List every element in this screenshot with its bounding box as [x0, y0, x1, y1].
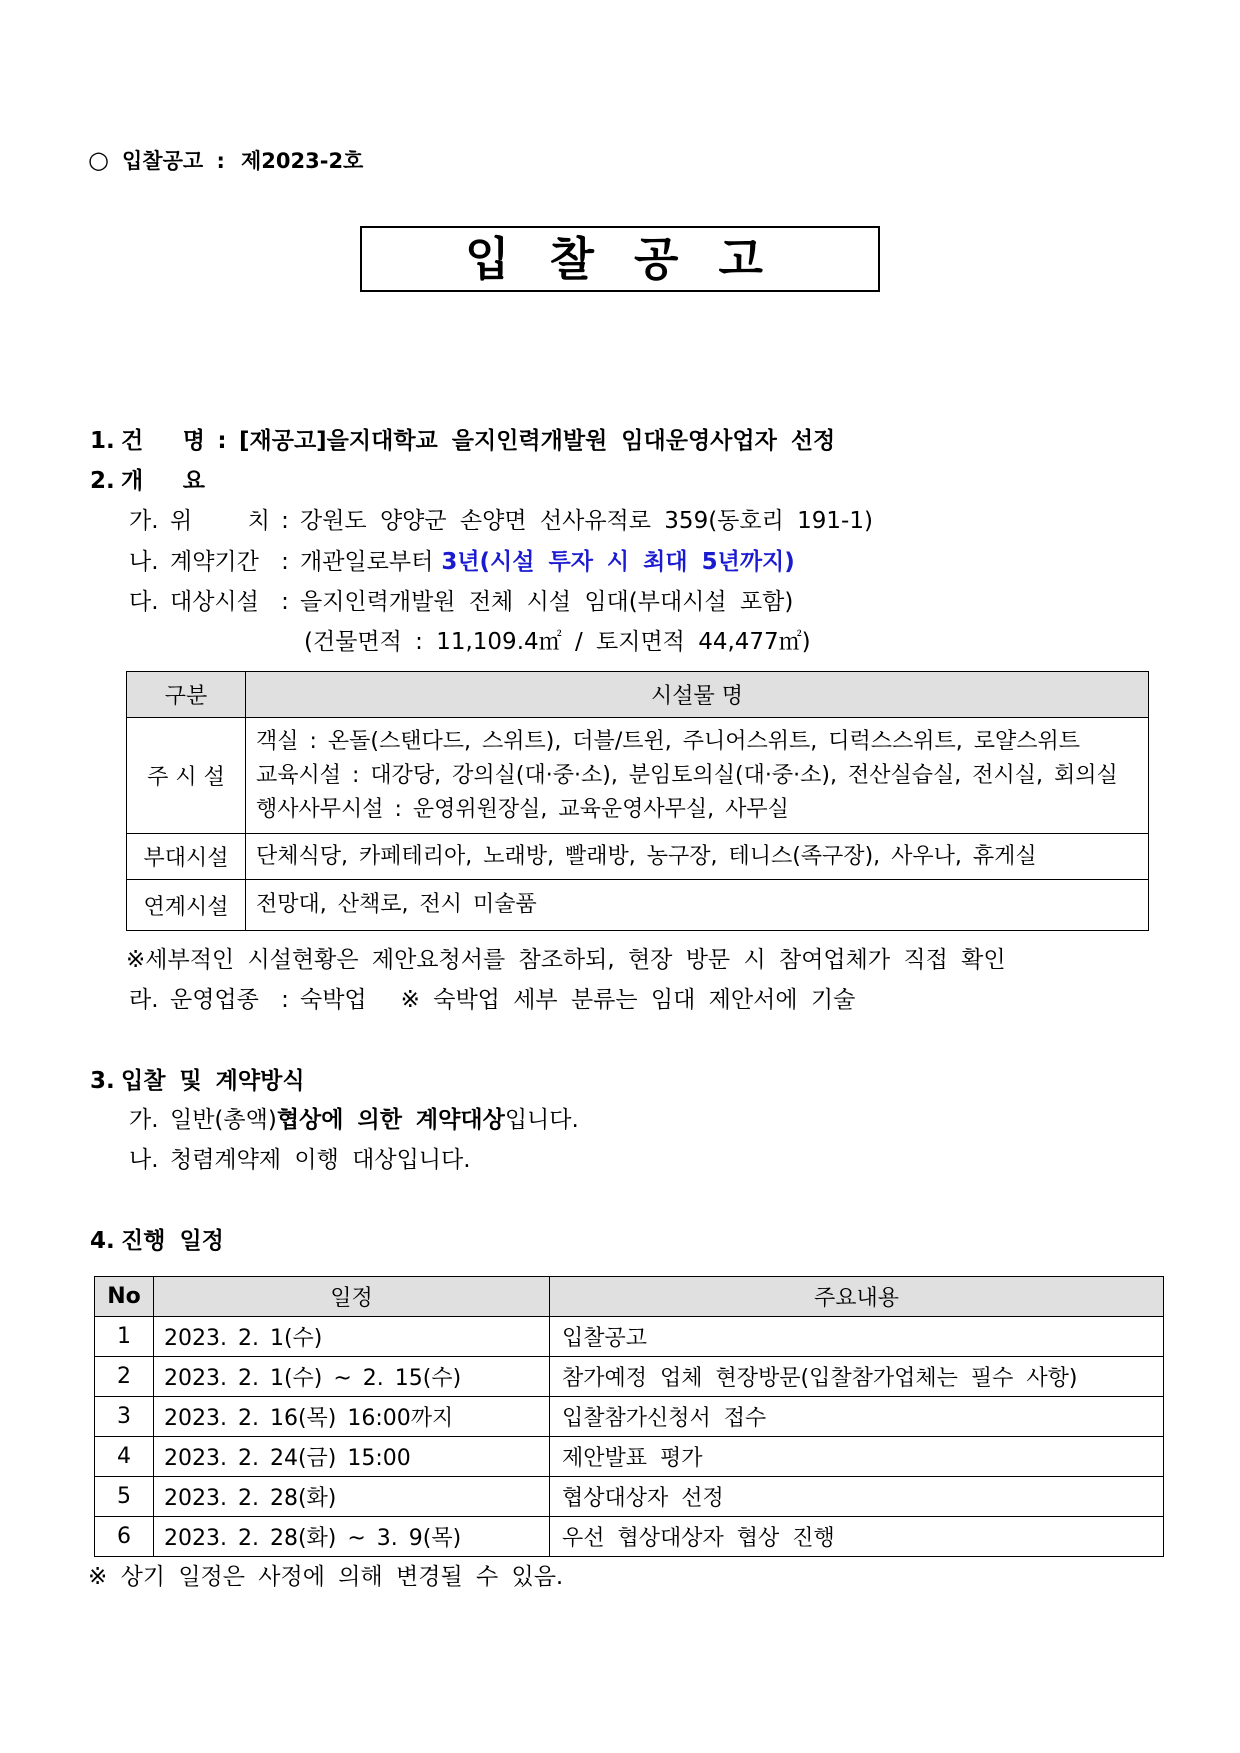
facility-items-auxiliary: [246, 834, 1149, 880]
facility-label: 대상시설: [170, 589, 259, 615]
facility-value: 을지인력개발원 전체 시설 임대(부대시설 포함): [300, 589, 794, 615]
business-note: ※ 숙박업 세부 분류는 임대 제안서에 기술: [400, 987, 856, 1013]
facility-category-main: 주 시 설: [127, 718, 246, 834]
schedule-header-content: 주요내용: [550, 1277, 1164, 1317]
schedule-content: 제안발표 평가: [550, 1437, 1164, 1477]
schedule-content: 입찰공고: [550, 1317, 1164, 1357]
location-colon: :: [281, 508, 289, 534]
section-2-number: 2.: [90, 468, 115, 494]
notice-number: 제2023-2호: [241, 149, 364, 173]
schedule-no: 4: [95, 1437, 154, 1477]
schedule-footnote-text: ※ 상기 일정은 사정에 의해 변경될 수 있음.: [88, 1564, 564, 1590]
schedule-header-row: [95, 1277, 1164, 1317]
schedule-no: 1: [95, 1317, 154, 1357]
section-2-heading: [90, 461, 205, 501]
facility-items-main: [246, 718, 1149, 834]
facility-item-office: 행사사무시설 : 운영위원장실, 교육운영사무실, 사무실: [256, 796, 789, 822]
section-3-label: 입찰 및 계약방식: [121, 1068, 305, 1094]
facility-item-education: 교육시설 : 대강당, 강의실(대·중·소), 분임토의실(대·중·소), 전산실습실, 전시실, 회의실: [256, 762, 1118, 788]
facility-note-text: ※세부적인 시설현황은 제안요청서를 참조하되, 현장 방문 시 참여업체가 직접 확인: [126, 947, 1006, 973]
table-row: [95, 1477, 1164, 1517]
schedule-date: 2023. 2. 1(수) ~ 2. 15(수): [154, 1357, 550, 1397]
facility-category-auxiliary: 부대시설: [127, 834, 246, 880]
schedule-header-no: No: [95, 1277, 154, 1317]
schedule-date: 2023. 2. 24(금) 15:00: [154, 1437, 550, 1477]
schedule-footnote: [88, 1560, 563, 1594]
table-row: [95, 1517, 1164, 1557]
item-marker: 나.: [129, 1147, 159, 1173]
schedule-header-date: 일정: [154, 1277, 550, 1317]
section-3-heading: [90, 1061, 305, 1101]
contract-method-b: [129, 1140, 471, 1180]
location-label: 위 치: [170, 508, 270, 534]
table-row: [95, 1317, 1164, 1357]
schedule-date: 2023. 2. 28(화): [154, 1477, 550, 1517]
facility-row-auxiliary: [127, 834, 1149, 880]
period-colon: :: [281, 549, 289, 575]
schedule-content: 우선 협상대상자 협상 진행: [550, 1517, 1164, 1557]
period-highlight: 3년(시설 투자 시 최대 5년까지): [441, 549, 795, 575]
section-1-number: 1.: [90, 428, 115, 454]
schedule-date: 2023. 2. 28(화) ~ 3. 9(목): [154, 1517, 550, 1557]
facility-header-category: 구분: [127, 672, 246, 718]
facility-row-main: [127, 718, 1149, 834]
table-row: [95, 1357, 1164, 1397]
business-colon: :: [281, 987, 289, 1013]
table-row: [95, 1437, 1164, 1477]
facility-header-name: 시설물 명: [246, 672, 1149, 718]
contract-method-a: [129, 1100, 579, 1140]
notice-label: 입찰공고 :: [122, 149, 225, 173]
section-1-project-name: [90, 421, 835, 461]
item-marker: 가.: [129, 508, 159, 534]
section-2-label: 개 요: [121, 468, 205, 494]
facility-item-linked: 전망대, 산책로, 전시 미술품: [256, 892, 537, 917]
facility-area-text: (건물면적 : 11,109.4㎡ / 토지면적 44,477㎡): [304, 629, 811, 655]
overview-location: [129, 501, 873, 541]
schedule-no: 2: [95, 1357, 154, 1397]
facility-category-linked: 연계시설: [127, 880, 246, 931]
section-4-heading: [90, 1221, 224, 1261]
schedule-no: 6: [95, 1517, 154, 1557]
section-3-number: 3.: [90, 1068, 115, 1094]
item-marker: 가.: [129, 1107, 159, 1133]
contract-method-suffix: 입니다.: [504, 1107, 579, 1133]
facility-table: [126, 671, 1149, 931]
schedule-content: 협상대상자 선정: [550, 1477, 1164, 1517]
contract-method-bold: 협상에 의한 계약대상: [276, 1107, 505, 1133]
business-value: 숙박업: [300, 987, 367, 1013]
facility-item-auxiliary: 단체식당, 카페테리아, 노래방, 빨래방, 농구장, 테니스(족구장), 사우나, 휴게실: [256, 843, 1037, 869]
facility-item-rooms: 객실 : 온돌(스탠다드, 스위트), 더블/트윈, 주니어스위트, 디럭스스위트, 로얄스위트: [256, 728, 1080, 754]
section-1-label: 건 명: [121, 428, 205, 454]
schedule-date: 2023. 2. 16(목) 16:00까지: [154, 1397, 550, 1437]
overview-contract-period: [129, 542, 795, 582]
schedule-date: 2023. 2. 1(수): [154, 1317, 550, 1357]
table-row: [95, 1397, 1164, 1437]
contract-method-prefix: 일반(총액): [170, 1107, 277, 1133]
schedule-no: 3: [95, 1397, 154, 1437]
facility-note: [126, 940, 1006, 980]
schedule-table: [94, 1276, 1164, 1557]
facility-items-linked: [246, 880, 1149, 931]
title-box: [360, 226, 880, 292]
period-label: 계약기간: [170, 549, 259, 575]
item-marker: 다.: [129, 589, 159, 615]
section-4-label: 진행 일정: [121, 1228, 224, 1254]
section-1-colon: :: [217, 428, 227, 454]
overview-business-type: [129, 980, 855, 1020]
schedule-content: 참가예정 업체 현장방문(입찰참가업체는 필수 사항): [550, 1357, 1164, 1397]
circle-bullet-icon: ○: [88, 146, 109, 174]
integrity-contract-text: 청렴계약제 이행 대상입니다.: [170, 1147, 471, 1173]
section-4-number: 4.: [90, 1228, 115, 1254]
item-marker: 나.: [129, 549, 159, 575]
location-value: 강원도 양양군 손양면 선사유적로 359(동호리 191-1): [300, 508, 873, 534]
page-title: 입 찰 공 고: [465, 232, 775, 286]
overview-target-facility: [129, 582, 793, 622]
notice-number-line: [88, 140, 363, 180]
schedule-no: 5: [95, 1477, 154, 1517]
schedule-content: 입찰참가신청서 접수: [550, 1397, 1164, 1437]
period-value: 개관일로부터: [300, 549, 434, 575]
facility-table-header-row: [127, 672, 1149, 718]
section-1-value: [재공고]을지대학교 을지인력개발원 임대운영사업자 선정: [239, 428, 836, 454]
business-label: 운영업종: [170, 987, 259, 1013]
facility-colon: :: [281, 589, 289, 615]
facility-row-linked: [127, 880, 1149, 931]
item-marker: 라.: [129, 987, 159, 1013]
facility-area: [304, 622, 811, 662]
